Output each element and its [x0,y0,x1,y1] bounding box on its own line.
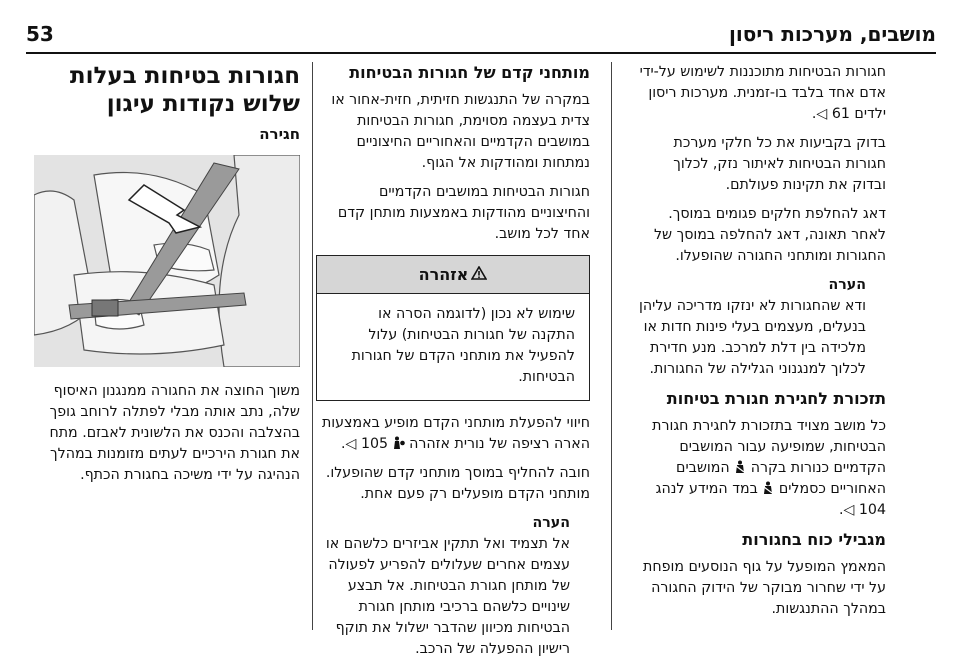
airbag-warning-icon [393,436,405,450]
note [316,513,590,660]
page-reference: 61 ◁. [811,106,850,122]
paragraph: בדוק בקביעות את כל חלקי מערכת חגורות הבטיחות לאיתור נזק, לכלוך ובדוק את תקינות פעולתם. [673,135,886,193]
page-header [26,20,936,54]
seatbelt-icon [762,481,774,495]
note [636,275,886,380]
subsection-heading: חגירה [259,125,300,143]
section-heading: תזכורת לחגירת חגורת בטיחות [666,389,886,408]
seatbelt-illustration [34,155,300,367]
paragraph: משוך החוצה את החגורה ממנגנון האיסוף שלה, נתב אותה מבלי לפתלה לרוחב גופך בהצלבה והכנס את הלשונית לאבזם. מתח את חגורת הירכיים לעתים מזומנות במהלך הנהיגה על ידי משיכה בחגורת הכתף. [49,383,300,483]
column-middle [316,62,590,668]
warning-text: שימוש לא נכון (לדוגמה הסרה או התקנה של חגורות הבטיחות) עלול להפעיל את מותחני הקדם של חגורות הבטיחות. [351,306,575,385]
paragraph: במקרה של התנגשות חזיתית, חזית-אחור או צדית בעצמה מסוימת, חגורות הבטיחות במושבים הקדמיים והאחוריים החיצוניים נמתחות ומהודקות אל הגוף. [331,92,590,171]
column-divider [312,62,313,630]
column-left [34,62,300,494]
paragraph: חיווי להפעלת מותחני הקדם מופיע באמצעות הארה רציפה של נורית אזהרה 105 ◁. [321,415,590,452]
page-title: מושבים, מערכות ריסון [729,22,936,46]
note-title: הערה [532,515,570,531]
note-text: אל תצמיד ואל תתקין אביזרים כלשהם או עצמים אחרים שעלולים להפריע לפעולה של מותחן חגורת הבטיחות. אל תבצע שינויים כלשהם ברכיבי מותחן חגורת הבטיחות מכיוון שהדבר ישלול את תוקף רישיון ההפעלה של הרכב. [325,536,570,657]
warning-title: אזהרה [418,265,469,284]
column-right [636,62,886,628]
paragraph: דאג להחלפת חלקים פגומים במוסך. לאחר תאונה, דאג להחלפה במוסך של החגורות ומותחני החגורה שהופעלו. [653,206,886,264]
paragraph: חובה להחליף במוסך מותחני קדם שהופעלו. מותחני הקדם מופעלים רק פעם אחת. [325,465,590,502]
warning-box [316,255,590,401]
seatbelt-icon [734,460,746,474]
column-divider [611,62,612,630]
note-title: הערה [828,277,866,293]
paragraph: חגורות הבטיחות מתוכננות לשימוש על-ידי אדם אחד בלבד בו-זמנית. מערכות ריסון ילדים 61 ◁. [639,64,886,122]
seatbelt-drawing [34,155,300,367]
paragraph: המאמץ המופעל על גוף הנוסעים מופחת על ידי שחרור מבוקר של הידוק החגורה במהלך ההתנגשות. [643,559,886,617]
page-reference: במד המידע לנהג 104 ◁. [655,481,886,518]
section-heading: מגבילי כוח בחגורות [742,530,886,549]
section-heading: חגורות בטיחות בעלות שלוש נקודות עיגון [69,63,300,117]
paragraph: כל מושב מצויד בתזכורת לחגירת חגורת הבטיחות, שמופיעה עבור המושבים הקדמיים כנורות בקרה המושבים האחוריים כסמלים במד המידע לנהג 104 ◁. [652,418,886,518]
section-heading: מותחני קדם של חגורות הבטיחות [349,63,590,82]
page-reference: 105 ◁. [341,436,389,452]
warning-header [317,256,589,294]
warning-triangle-icon [471,264,487,285]
page-number: 53 [26,22,54,46]
paragraph: חגורות הבטיחות במושבים הקדמיים והחיצוניים מהודקות באמצעות מותחן קדם אחד לכל מושב. [337,184,590,242]
note-text: ודא שהחגורות לא ינזקו מדריכה עליהן בנעלים, מעצמים בעלי פינות חדות או מלכידה בין דלת למרכב. מנע חדירת לכלוך למנגנוני הגלילה של החגורות. [639,298,866,377]
